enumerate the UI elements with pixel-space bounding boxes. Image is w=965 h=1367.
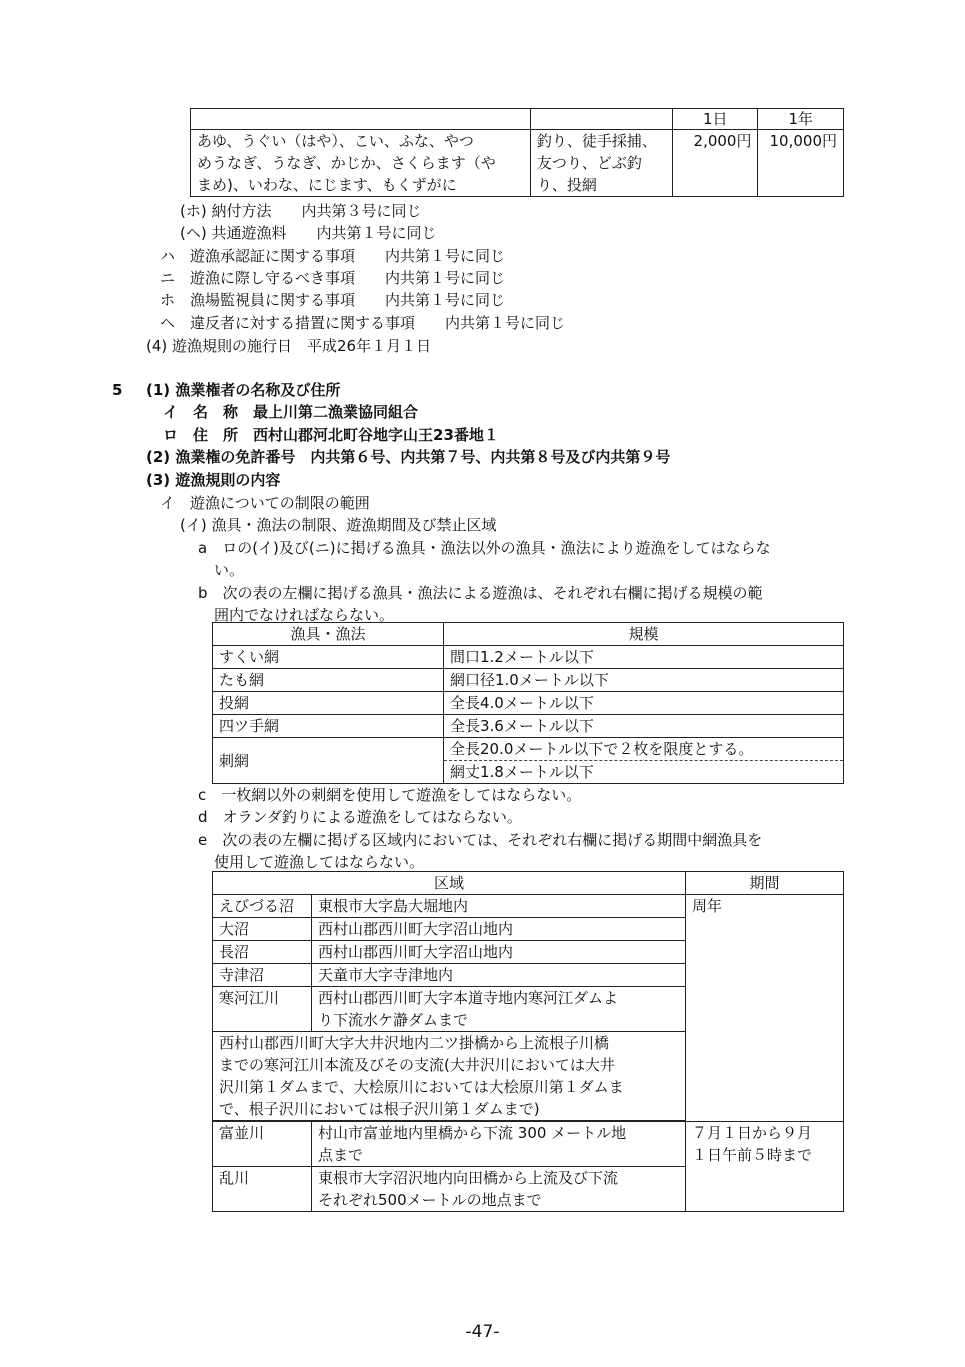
area-row-location: 東根市大字島大堀地内 <box>312 895 686 918</box>
gear-row-scale: 全長3.6メートル以下 <box>444 715 844 738</box>
licensee-address: ロ 住 所 西村山郡河北町谷地字山王23番地１ <box>163 426 499 444</box>
area-midare-name: 乱川 <box>213 1167 312 1212</box>
payment-method-line: (ホ) 納付方法 内共第３号に同じ <box>180 202 422 220</box>
gear-row-name: 投網 <box>213 692 444 715</box>
section-number: 5 <box>112 381 123 399</box>
gear-header-method: 漁具・漁法 <box>213 623 444 646</box>
fee-header-species <box>191 109 531 130</box>
area-long-description: 西村山郡西川町大字大井沢地内二ツ掛橋から上流根子川橋 までの寒河江川本流及びその支流(大井沢川においては大井 沢川第１ダムまで、大桧原川においては大桧原川第１ダムま で、根子沢川においては根子沢川第１ダムまで) <box>213 1032 686 1121</box>
fee-header-year: 1年 <box>758 109 844 130</box>
item-e-line2: 使用して遊漁してはならない。 <box>214 853 425 871</box>
area-row-name: 長沼 <box>213 941 312 964</box>
fee-table <box>190 108 844 197</box>
inspector-line: ホ 漁場監視員に関する事項 内共第１号に同じ <box>160 291 506 309</box>
common-fee-line: (ヘ) 共通遊漁料 内共第１号に同じ <box>180 224 437 242</box>
area-row-location: 西村山郡西川町大字沼山地内 <box>312 918 686 941</box>
area-samukawa-name: 寒河江川 <box>213 987 312 1032</box>
effective-date-line: (4) 遊漁規則の施行日 平成26年１月１日 <box>146 337 432 355</box>
gear-row-name: 四ツ手網 <box>213 715 444 738</box>
gear-gillnet-spec1: 全長20.0メートル以下で２枚を限度とする。 <box>444 738 844 761</box>
area-header-period: 期間 <box>686 872 844 895</box>
item-c-line: c 一枚網以外の刺網を使用して遊漁をしてはならない。 <box>198 786 582 804</box>
area-midare-location: 東根市大字沼沢地内向田橋から上流及び下流 それぞれ500メートルの地点まで <box>312 1167 686 1212</box>
area-period-yearround: 周年 <box>686 895 844 1122</box>
area-row-name: 大沼 <box>213 918 312 941</box>
item-a-line1: a ロの(イ)及び(ニ)に掲げる漁具・漁法以外の漁具・漁法により遊漁をしてはならな <box>198 539 771 557</box>
item-b-line1: b 次の表の左欄に掲げる漁具・漁法による遊漁は、それぞれ右欄に掲げる規模の範 <box>198 584 763 602</box>
restriction-heading: イ 遊漁についての制限の範囲 <box>160 494 370 512</box>
area-header-area: 区域 <box>213 872 686 895</box>
gear-row-name: すくい網 <box>213 646 444 669</box>
fee-year-value: 10,000円 <box>758 130 844 197</box>
violator-line: ヘ 違反者に対する措置に関する事項 内共第１号に同じ <box>160 314 566 332</box>
item-e-line1: e 次の表の左欄に掲げる区域内においては、それぞれ右欄に掲げる期間中網漁具を <box>198 831 763 849</box>
section-heading-1: (1) 漁業権者の名称及び住所 <box>146 381 341 399</box>
section-heading-3: (3) 遊漁規則の内容 <box>146 471 281 489</box>
area-row-location: 西村山郡西川町大字沼山地内 <box>312 941 686 964</box>
permit-line: ハ 遊漁承認証に関する事項 内共第１号に同じ <box>160 247 506 265</box>
gear-gillnet-name: 刺網 <box>213 738 444 784</box>
gear-restriction-heading: (イ) 漁具・漁法の制限、遊漁期間及び禁止区域 <box>180 516 497 534</box>
rules-line: ニ 遊漁に際し守るべき事項 内共第１号に同じ <box>160 269 506 287</box>
area-tominami-location: 村山市富並地内里橋から下流 300 メートル地 点まで <box>312 1122 686 1167</box>
fee-header-method <box>530 109 672 130</box>
gear-row-scale: 網口径1.0メートル以下 <box>444 669 844 692</box>
item-b-line2: 囲内でなければならない。 <box>214 606 395 624</box>
gear-row-scale: 全長4.0メートル以下 <box>444 692 844 715</box>
area-row-name: えびづる沼 <box>213 895 312 918</box>
item-d-line: d オランダ釣りによる遊漁をしてはならない。 <box>198 808 522 826</box>
fee-method-cell: 釣り、徒手採捕、 友つり、どぶ釣 り、投網 <box>530 130 672 197</box>
page-number: -47- <box>465 1322 500 1342</box>
area-period-summer: ７月１日から９月 １日午前５時まで <box>686 1122 844 1212</box>
gear-gillnet-spec2: 網丈1.8メートル以下 <box>444 761 844 784</box>
gear-row-scale: 間口1.2メートル以下 <box>444 646 844 669</box>
fee-header-day: 1日 <box>673 109 758 130</box>
fee-species-cell: あゆ、うぐい（はや）、こい、ふな、やつ めうなぎ、うなぎ、かじか、さくらます（や まめ)、いわな、にじます、もくずがに <box>191 130 531 197</box>
gear-table <box>212 622 844 784</box>
gear-row-name: たも網 <box>213 669 444 692</box>
area-row-location: 天童市大字寺津地内 <box>312 964 686 987</box>
area-tominami-name: 富並川 <box>213 1122 312 1167</box>
fee-day-value: 2,000円 <box>673 130 758 197</box>
licensee-name: イ 名 称 最上川第二漁業協同組合 <box>163 403 419 421</box>
area-table <box>212 871 844 1212</box>
section-heading-2: (2) 漁業権の免許番号 内共第６号、内共第７号、内共第８号及び内共第９号 <box>146 448 671 466</box>
gear-header-scale: 規模 <box>444 623 844 646</box>
area-row-name: 寺津沼 <box>213 964 312 987</box>
area-samukawa-location: 西村山郡西川町大字本道寺地内寒河江ダムよ り下流水ケ瀞ダムまで <box>312 987 686 1032</box>
item-a-line2: い。 <box>214 561 245 579</box>
